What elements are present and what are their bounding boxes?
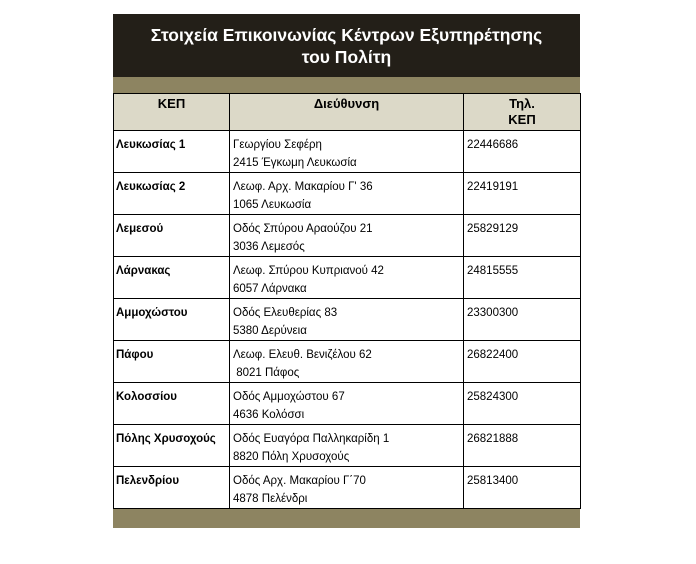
table-row <box>114 341 581 383</box>
office-address <box>230 467 464 509</box>
address-city: 4878 Πελένδρι <box>233 493 308 505</box>
header-address: Διεύθυνση <box>230 94 464 131</box>
office-address <box>230 131 464 173</box>
table-row <box>114 383 581 425</box>
office-address <box>230 299 464 341</box>
table-row <box>114 467 581 509</box>
header-office: ΚΕΠ <box>114 94 230 131</box>
table-row <box>114 131 581 173</box>
office-phone: 26822400 <box>464 341 581 383</box>
address-street: Λεωφ. Ελευθ. Βενιζέλου 62 <box>233 349 372 361</box>
office-name: Πελενδρίου <box>114 467 230 509</box>
address-street: Οδός Ελευθερίας 83 <box>233 307 338 319</box>
address-street: Λεωφ. Σπύρου Κυπριανού 42 <box>233 265 384 277</box>
office-phone: 25824300 <box>464 383 581 425</box>
office-phone: 24815555 <box>464 257 581 299</box>
bottom-divider-band <box>113 509 580 528</box>
office-name: Πόλης Χρυσοχούς <box>114 425 230 467</box>
address-city: 4636 Κολόσσι <box>233 409 305 421</box>
address-street: Οδός Αρχ. Μακαρίου Γ΄70 <box>233 475 366 487</box>
title-line-1: Στοιχεία Επικοινωνίας Κέντρων Εξυπηρέτησης <box>150 24 543 45</box>
office-phone: 22419191 <box>464 173 581 215</box>
document-title <box>113 14 580 77</box>
address-street: Οδός Αμμοχώστου 67 <box>233 391 345 403</box>
office-name: Αμμοχώστου <box>114 299 230 341</box>
office-address <box>230 257 464 299</box>
address-city: 2415 Έγκωμη Λευκωσία <box>233 157 357 169</box>
office-address <box>230 383 464 425</box>
kep-contacts-document <box>113 14 580 528</box>
table-row <box>114 299 581 341</box>
table-row <box>114 173 581 215</box>
office-name: Λευκωσίας 2 <box>114 173 230 215</box>
office-name: Λευκωσίας 1 <box>114 131 230 173</box>
address-city: 3036 Λεμεσός <box>233 241 305 253</box>
office-address <box>230 341 464 383</box>
address-street: Γεωργίου Σεφέρη <box>233 139 322 151</box>
office-name: Λάρνακας <box>114 257 230 299</box>
table-row <box>114 257 581 299</box>
address-street: Οδός Σπύρου Αραούζου 21 <box>233 223 373 235</box>
address-city: 1065 Λευκωσία <box>233 199 312 211</box>
office-address <box>230 215 464 257</box>
office-phone: 25813400 <box>464 467 581 509</box>
table-header-row <box>114 94 581 131</box>
office-address <box>230 425 464 467</box>
office-name: Κολοσσίου <box>114 383 230 425</box>
office-phone: 22446686 <box>464 131 581 173</box>
office-address <box>230 173 464 215</box>
office-name: Λεμεσού <box>114 215 230 257</box>
header-phone <box>464 94 581 131</box>
table-row <box>114 425 581 467</box>
office-name: Πάφου <box>114 341 230 383</box>
header-phone-line-2: ΚΕΠ <box>508 112 536 127</box>
address-city: 8820 Πόλη Χρυσοχούς <box>233 451 350 463</box>
office-phone: 26821888 <box>464 425 581 467</box>
contacts-table <box>113 93 581 509</box>
address-city: 6057 Λάρνακα <box>233 283 307 295</box>
office-phone: 25829129 <box>464 215 581 257</box>
title-line-2: του Πολίτη <box>301 46 392 67</box>
address-street: Λεωφ. Αρχ. Μακαρίου Γ' 36 <box>233 181 373 193</box>
top-divider-band <box>113 77 580 93</box>
header-phone-line-1: Τηλ. <box>509 96 535 111</box>
address-city: 8021 Πάφος <box>233 367 300 379</box>
table-row <box>114 215 581 257</box>
address-street: Οδός Ευαγόρα Παλληκαρίδη 1 <box>233 433 390 445</box>
address-city: 5380 Δερύνεια <box>233 325 307 337</box>
office-phone: 23300300 <box>464 299 581 341</box>
